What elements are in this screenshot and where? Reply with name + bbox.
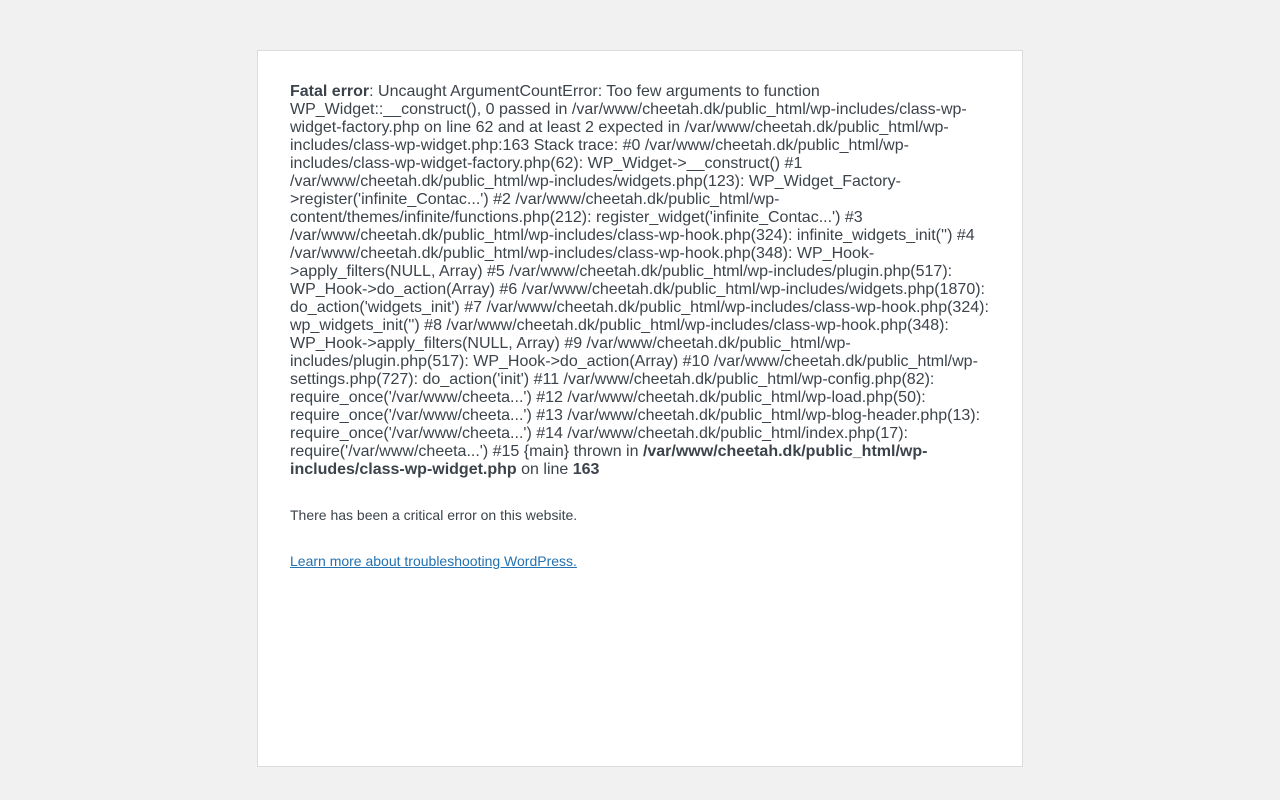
help-paragraph xyxy=(290,552,990,570)
error-page-card xyxy=(257,50,1023,767)
fatal-error-on-line: on line xyxy=(516,461,573,478)
fatal-error-file: /var/www/cheetah.dk/public_html/wp-includes/class-wp-widget.php xyxy=(290,443,928,478)
fatal-error-line-number: 163 xyxy=(572,461,600,478)
fatal-error-message xyxy=(290,83,990,479)
fatal-error-text: : Uncaught ArgumentCountError: Too few arguments to function WP_Widget::__construct(), 0 passed in /var/www/cheetah.dk/public_html/wp-includes/class-wp-widget-factory.php on line 62 and at least 2 expected in /var/www/cheetah.dk/public_html/wp-includes/class-wp-widget.php:163 Stack trace: #0 /var/www/cheetah.dk/public_html/wp-includes/class-wp-widget-factory.php(62): WP_Widget->__construct() #1 /var/www/cheetah.dk/public_html/wp-includes/widgets.php(123): WP_Widget_Factory->register('infinite_Contac...') #2 /var/www/cheetah.dk/public_html/wp-content/themes/infinite/functions.php(212): register_widget('infinite_Contac...') #3 /var/www/cheetah.dk/public_html/wp-includes/class-wp-hook.php(324): infinite_widgets_init('') #4 /var/www/cheetah.dk/public_html/wp-includes/class-wp-hook.php(348): WP_Hook->apply_filters(NULL, Array) #5 /var/www/cheetah.dk/public_html/wp-includes/plugin.php(517): WP_Hook->do_action(Array) #6 /var/www/cheetah.dk/public_html/wp-includes/widgets.php(1870): do_action('widgets_init') #7 /var/www/cheetah.dk/public_html/wp-includes/class-wp-hook.php(324): wp_widgets_init('') #8 /var/www/cheetah.dk/public_html/wp-includes/class-wp-hook.php(348): WP_Hook->apply_filters(NULL, Array) #9 /var/www/cheetah.dk/public_html/wp-includes/plugin.php(517): WP_Hook->do_action(Array) #10 /var/www/cheetah.dk/public_html/wp-settings.php(727): do_action('init') #11 /var/www/cheetah.dk/public_html/wp-config.php(82): require_once('/var/www/cheeta...') #12 /var/www/cheetah.dk/public_html/wp-load.php(50): require_once('/var/www/cheeta...') #13 /var/www/cheetah.dk/public_html/wp-blog-header.php(13): require_once('/var/www/cheeta...') #14 /var/www/cheetah.dk/public_html/index.php(17): require('/var/www/cheeta...') #15 {main} thrown in xyxy=(290,83,989,460)
fatal-error-label: Fatal error xyxy=(290,83,370,100)
troubleshooting-link[interactable]: Learn more about troubleshooting WordPress. xyxy=(290,553,577,569)
critical-error-notice: There has been a critical error on this website. xyxy=(290,507,578,523)
